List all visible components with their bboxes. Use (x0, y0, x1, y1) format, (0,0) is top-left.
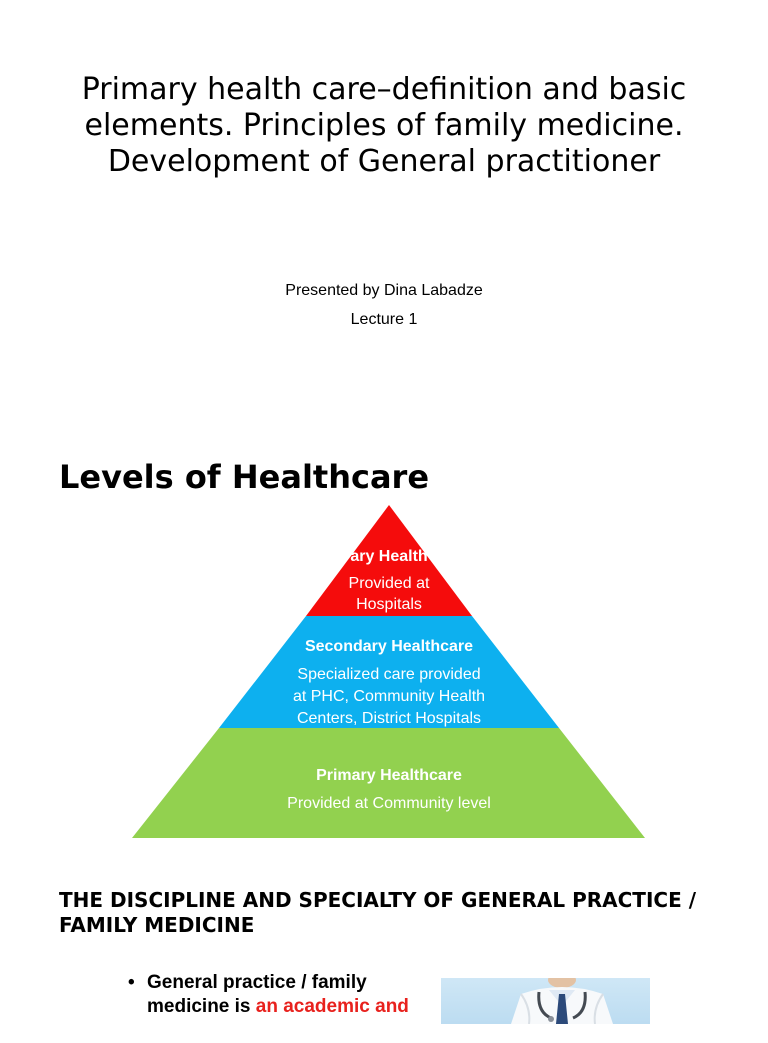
tertiary-heading: ary Health (350, 548, 428, 565)
primary-desc-line: Provided at Community level (287, 795, 491, 812)
slide-title: Primary health care–definition and basic elements. Principles of family medicine. Development of General practitioner (81, 72, 687, 179)
bullet-item (130, 971, 430, 1043)
primary-heading: Primary Healthcare (316, 767, 462, 784)
bullet-marker: • (128, 972, 135, 993)
bullet-line-2-plain: medicine is (147, 996, 256, 1017)
secondary-desc-line: at PHC, Community Health (292, 688, 486, 705)
tertiary-desc-line: Provided at (348, 575, 430, 592)
discipline-title: THE DISCIPLINE AND SPECIALTY OF GENERAL PRACTICE / FAMILY MEDICINE (59, 888, 697, 937)
doctor-photo (441, 978, 650, 1024)
bullet-line-3-cut (147, 1019, 397, 1029)
bullet-line-2-accent: an academic and (255, 996, 409, 1017)
secondary-heading: Secondary Healthcare (304, 638, 474, 655)
lecture-number: Lecture 1 (350, 311, 418, 328)
tertiary-desc-line: Hospitals (356, 596, 422, 613)
bullet-text (130, 971, 430, 1043)
presenter-line: Presented by Dina Labadze (285, 282, 483, 299)
healthcare-pyramid (0, 500, 768, 845)
secondary-desc-line: Specialized care provided (297, 666, 481, 683)
levels-title: Levels of Healthcare (59, 458, 430, 496)
secondary-desc-line: Centers, District Hospitals (296, 710, 482, 727)
bullet-list (130, 971, 430, 1043)
bullet-line-1: General practice / family (147, 972, 367, 993)
doctor-illustration (441, 978, 650, 1024)
